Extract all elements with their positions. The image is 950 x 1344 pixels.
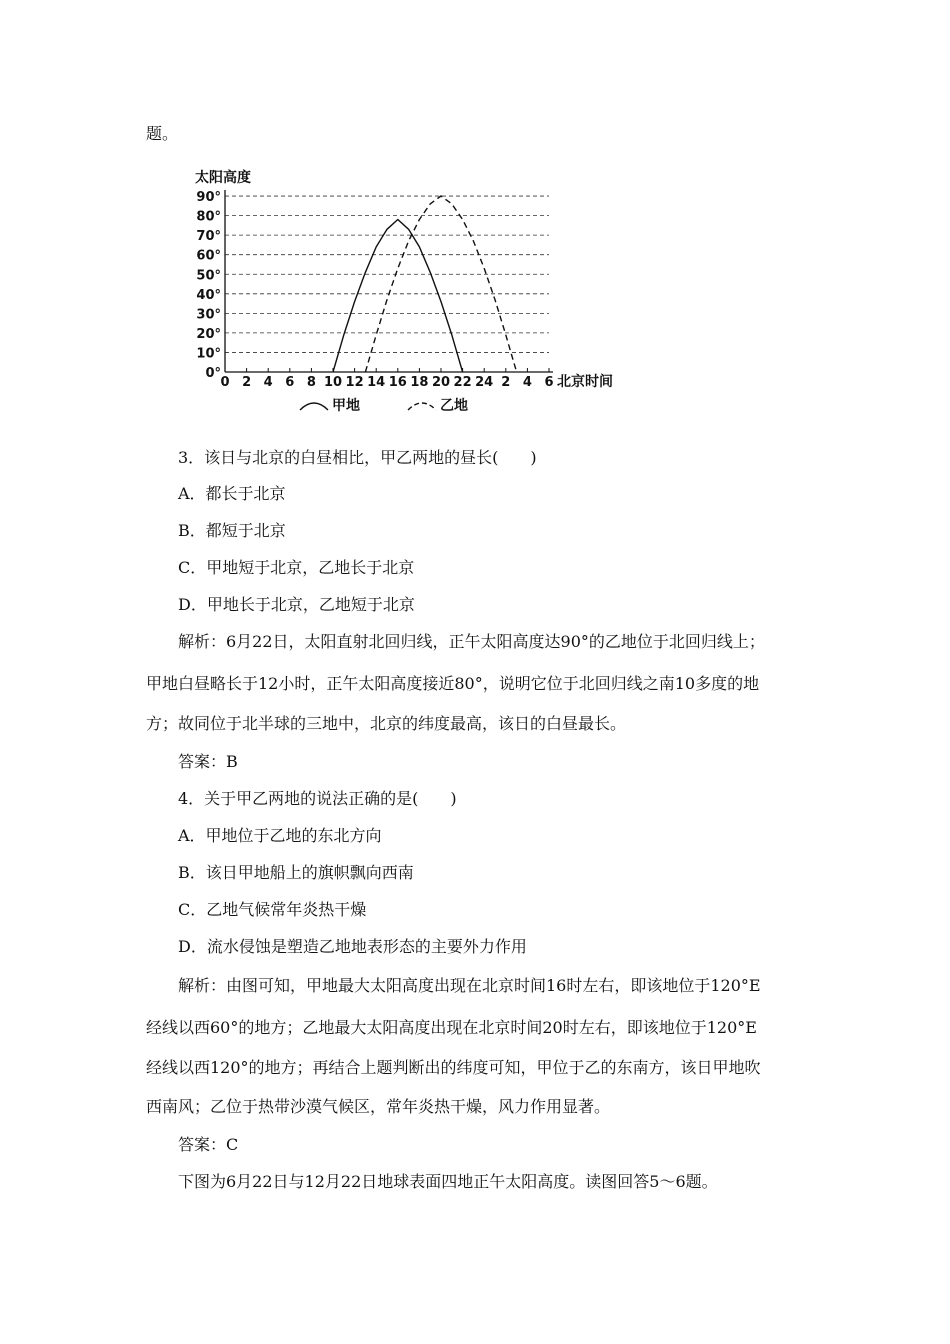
x-tick-label: 14 <box>367 375 386 390</box>
q3-option-b: B．都短于北京 <box>178 521 286 540</box>
y-tick-label: 90° <box>196 190 221 206</box>
x-tick-label: 0 <box>220 375 230 390</box>
y-tick-label: 10° <box>196 346 221 362</box>
x-tick-label: 6 <box>544 375 554 390</box>
x-tick-label: 6 <box>285 375 295 390</box>
x-tick-label: 18 <box>410 375 429 390</box>
legend-swatch-1 <box>300 403 328 410</box>
q4-option-c: C．乙地气候常年炎热干燥 <box>178 900 367 919</box>
x-tick-label: 2 <box>501 375 511 390</box>
q4-option-d: D．流水侵蚀是塑造乙地地表形态的主要外力作用 <box>178 937 527 956</box>
x-tick-label: 4 <box>263 375 273 390</box>
intro-tail: 题。 <box>146 124 179 143</box>
chart-svg <box>192 160 622 420</box>
y-axis-label: 太阳高度 <box>195 170 251 186</box>
legend-label-1: 甲地 <box>332 398 360 414</box>
q3-answer: 答案：B <box>178 752 238 771</box>
x-tick-label: 4 <box>522 375 532 390</box>
x-axis-label: 北京时间 <box>557 374 613 390</box>
y-tick-label: 40° <box>196 287 221 303</box>
legend-swatch-2 <box>408 403 436 410</box>
q4-option-a: A．甲地位于乙地的东北方向 <box>178 826 382 845</box>
q4-analysis-line-4: 西南风；乙位于热带沙漠气候区，常年炎热干燥，风力作用显著。 <box>146 1097 611 1116</box>
q4-analysis-line-2: 经线以西60°的地方；乙地最大太阳高度出现在北京时间20时左右，即该地位于120°E <box>146 1018 757 1037</box>
x-tick-label: 16 <box>388 375 407 390</box>
q3-option-c: C．甲地短于北京，乙地长于北京 <box>178 558 415 577</box>
q4-analysis-line-3: 经线以西120°的地方；再结合上题判断出的纬度可知，甲位于乙的东南方，该日甲地吹 <box>146 1058 761 1077</box>
q3-option-d: D．甲地长于北京，乙地短于北京 <box>178 595 415 614</box>
x-tick-label: 2 <box>242 375 252 390</box>
q3-stem: 3．该日与北京的白昼相比，甲乙两地的昼长( ) <box>178 448 537 467</box>
y-tick-label: 0° <box>205 366 221 381</box>
y-tick-label: 30° <box>196 307 221 323</box>
y-tick-label: 80° <box>196 209 221 225</box>
x-tick-label: 8 <box>306 375 316 390</box>
q3-analysis-line-1: 解析：6月22日，太阳直射北回归线，正午太阳高度达90°的乙地位于北回归线上； <box>178 632 765 651</box>
x-tick-label: 10 <box>323 375 343 390</box>
q3-option-a: A．都长于北京 <box>178 484 286 503</box>
x-tick-label: 12 <box>345 375 364 390</box>
y-tick-label: 50° <box>196 268 221 284</box>
q4-answer: 答案：C <box>178 1135 239 1154</box>
q3-analysis-line-3: 方；故同位于北半球的三地中，北京的纬度最高，该日的白昼最长。 <box>146 714 627 733</box>
y-tick-label: 70° <box>196 229 221 245</box>
y-tick-label: 20° <box>196 326 221 342</box>
x-tick-label: 20 <box>431 375 451 390</box>
x-tick-label: 22 <box>453 375 472 390</box>
y-tick-label: 60° <box>196 248 221 264</box>
legend-label-2: 乙地 <box>440 398 468 414</box>
q4-analysis-line-1: 解析：由图可知，甲地最大太阳高度出现在北京时间16时左右，即该地位于120°E <box>178 976 761 995</box>
q4-stem: 4．关于甲乙两地的说法正确的是( ) <box>178 789 457 808</box>
series-line-2 <box>365 196 516 372</box>
next-question-intro: 下图为6月22日与12月22日地球表面四地正午太阳高度。读图回答5～6题。 <box>178 1172 718 1191</box>
sun-altitude-chart <box>192 160 622 420</box>
series-line-1 <box>333 220 463 373</box>
q4-option-b: B．该日甲地船上的旗帜飘向西南 <box>178 863 414 882</box>
x-tick-label: 24 <box>475 375 494 390</box>
q3-analysis-line-2: 甲地白昼略长于12小时，正午太阳高度接近80°，说明它位于北回归线之南10多度的地 <box>146 674 760 693</box>
